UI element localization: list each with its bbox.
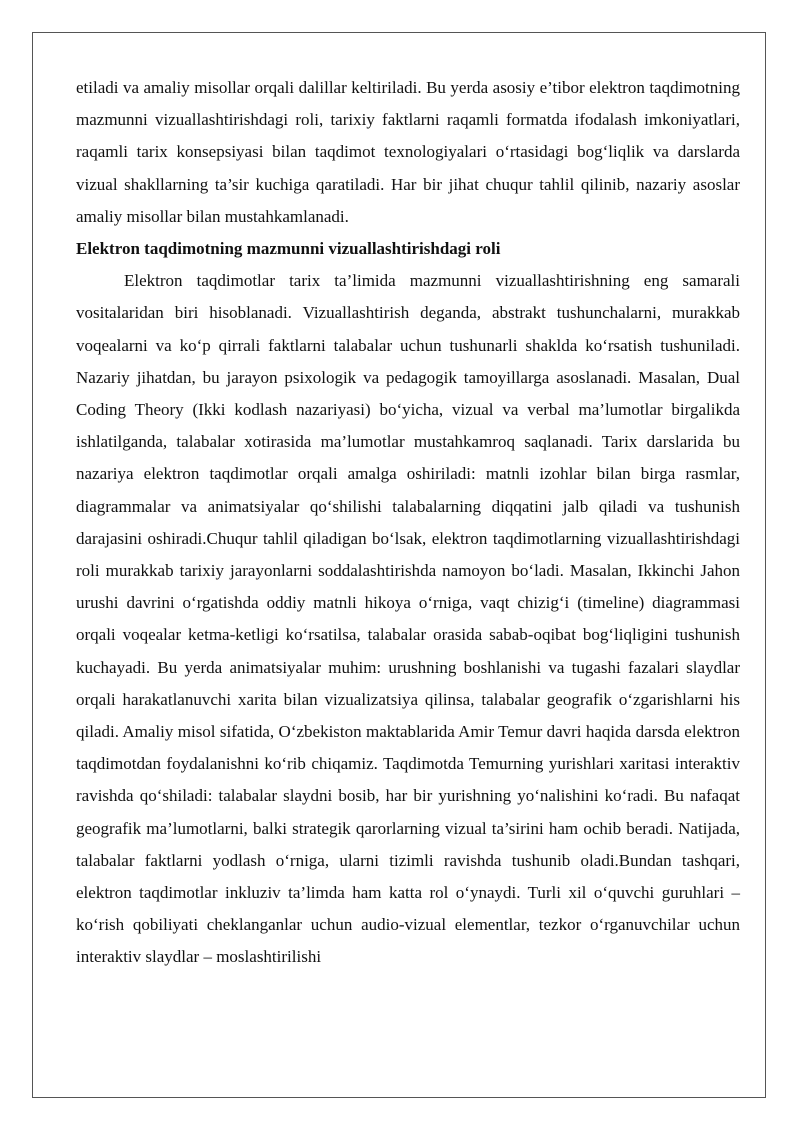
section-heading: Elektron taqdimotning mazmunni vizuallashtirishdagi roli: [76, 239, 501, 259]
main-paragraph: Elektron taqdimotlar tarix ta’limida mazmunni vizuallashtirishning eng samarali vositalaridan biri hisoblanadi. Vizuallashtirish deganda, abstrakt tushunchalarni, murakkab voqealarni va ko‘p qirrali faktlarni talabalar uchun tushunarli shaklda ko‘rsatish tushuniladi. Nazariy jihatdan, bu jarayon psixologik va pedagogik tamoyillarga asoslanadi. Masalan, Dual Coding Theory (Ikki kodlash nazariyasi) bo‘yicha, vizual va verbal ma’lumotlar birgalikda ishlatilganda, talabalar xotirasida ma’lumotlar mustahkamroq saqlanadi. Tarix darslarida bu nazariya elektron taqdimotlar orqali amalga oshiriladi: matnli izohlar bilan birga rasmlar, diagrammalar va animatsiyalar qo‘shilishi talabalarning diqqatini jalb qiladi va tushunish darajasini oshiradi.Chuqur tahlil qiladigan bo‘lsak, elektron taqdimotlarning vizuallashtirishdagi roli murakkab tarixiy jarayonlarni soddalashtirishda namoyon bo‘ladi. Masalan, Ikkinchi Jahon urushi davrini o‘rgatishda oddiy matnli hikoya o‘rniga, vaqt chizig‘i (timeline) diagrammasi orqali voqealar ketma-ketligi ko‘rsatilsa, talabalar orasida sabab-oqibat bog‘liqligini tushunish kuchayadi. Bu yerda animatsiyalar muhim: urushning boshlanishi va tugashi fazalari slaydlar orqali harakatlanuvchi xarita bilan vizualizatsiya qilinsa, talabalar geografik o‘zgarishlarni his qiladi. Amaliy misol sifatida, O‘zbekiston maktablarida Amir Temur davri haqida darsda elektron taqdimotdan foydalanishni ko‘rib chiqamiz. Taqdimotda Temurning yurishlari xaritasi interaktiv ravishda qo‘shiladi: talabalar slaydni bosib, har bir yurishning yo‘nalishini ko‘radi. Bu nafaqat geografik ma’lumotlarni, balki strategik qarorlarning vizual ta’sirini ham ochib beradi. Natijada, talabalar faktlarni yodlash o‘rniga, ularni tizimli ravishda tushunib oladi.Bundan tashqari, elektron taqdimotlar inkluziv ta’limda ham katta rol o‘ynaydi. Turli xil o‘quvchi guruhlari – ko‘rish qobiliyati cheklanganlar uchun audio-vizual elementlar, tezkor o‘rganuvchilar uchun interaktiv slaydlar – moslashtirilishi: [76, 271, 740, 967]
document-body: [76, 72, 740, 974]
intro-paragraph: etiladi va amaliy misollar orqali dalillar keltiriladi. Bu yerda asosiy e’tibor elektron taqdimotning mazmunni vizuallashtirishdagi roli, tarixiy faktlarni raqamli formatda ifodalash imkoniyatlari, raqamli tarix konsepsiyasi bilan taqdimot texnologiyalari o‘rtasidagi bog‘liqlik va darslarda vizual shakllarning ta’sir kuchiga qaratiladi. Har bir jihat chuqur tahlil qilinib, nazariy asoslar amaliy misollar bilan mustahkamlanadi.: [76, 78, 740, 226]
